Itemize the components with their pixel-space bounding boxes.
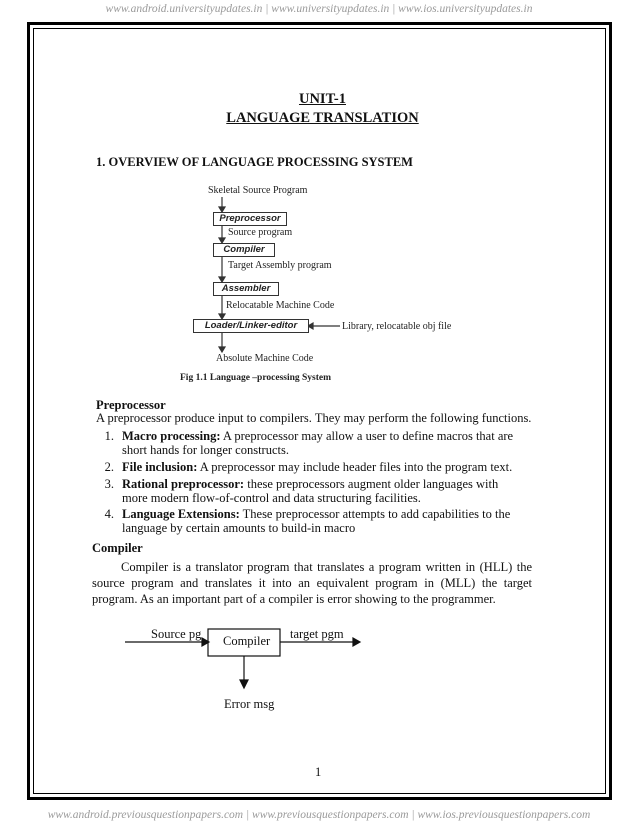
list-term: Language Extensions: [122, 507, 240, 521]
loader-linker-box: Loader/Linker-editor [193, 319, 309, 333]
preprocessor-heading: Preprocessor [96, 398, 166, 412]
compiler-paragraph: Compiler is a translator program that translates a program written in (HLL) the source program and translates it into an equivalent program in (MLL) the target program. As an important part of a compiler is error showing to the programmer. [92, 560, 532, 606]
list-text: A preprocessor may include header files into the program text. [197, 460, 513, 474]
target-assembly-label: Target Assembly program [228, 260, 332, 271]
list-term: Macro processing: [122, 429, 221, 443]
target-pgm-label: target pgm [290, 627, 344, 641]
assembler-box: Assembler [213, 282, 279, 296]
page-border [27, 22, 612, 800]
list-number: 3. [104, 477, 114, 491]
list-text-cont: more modern flow-of-control and data structuring facilities. [122, 491, 421, 505]
list-text: these preprocessors augment older languages with [244, 477, 499, 491]
source-pg-label: Source pg [151, 627, 202, 641]
source-program-label: Source program [228, 227, 293, 238]
chapter-title: LANGUAGE TRANSLATION [226, 110, 419, 126]
arrow-head [353, 638, 360, 646]
list-number: 4. [104, 507, 114, 521]
figure-caption: Fig 1.1 Language –processing System [180, 373, 332, 383]
absolute-code-label: Absolute Machine Code [216, 353, 314, 364]
skeletal-source-label: Skeletal Source Program [208, 185, 308, 196]
list-term: Rational preprocessor: [122, 477, 245, 491]
compiler-box: Compiler [213, 243, 275, 257]
preprocessor-intro: A preprocessor produce input to compilers. They may perform the following functions. [96, 411, 532, 425]
bottom-watermark: www.android.previousquestionpapers.com | www.previousquestionpapers.com | www.ios.previousquestionpapers.com [47, 809, 591, 821]
error-msg-label: Error msg [224, 697, 275, 711]
list-text: These preprocessor attempts to add capabilities to the [239, 507, 511, 521]
list-number: 2. [104, 460, 114, 474]
library-input-label: Library, relocatable obj file [342, 321, 452, 332]
relocatable-code-label: Relocatable Machine Code [226, 300, 335, 311]
section-heading: 1. OVERVIEW OF LANGUAGE PROCESSING SYSTEM [96, 155, 413, 169]
unit-title: UNIT-1 [298, 91, 346, 107]
compiler-block-label: Compiler [223, 634, 271, 648]
list-text-cont: short hands for longer constructs. [122, 443, 289, 457]
top-watermark: www.android.universityupdates.in | www.universityupdates.in | www.ios.universityupdates.in [105, 3, 533, 15]
arrow-head [240, 680, 248, 688]
list-text: A preprocessor may allow a user to define macros that are [220, 429, 514, 443]
list-number: 1. [104, 429, 114, 443]
preprocessor-box: Preprocessor [213, 212, 287, 226]
list-text-cont: language by certain amounts to build-in macro [122, 521, 356, 535]
compiler-diagram [30, 25, 615, 745]
list-term: File inclusion: [122, 460, 198, 474]
compiler-heading: Compiler [92, 541, 143, 555]
page-number: 1 [315, 765, 322, 779]
